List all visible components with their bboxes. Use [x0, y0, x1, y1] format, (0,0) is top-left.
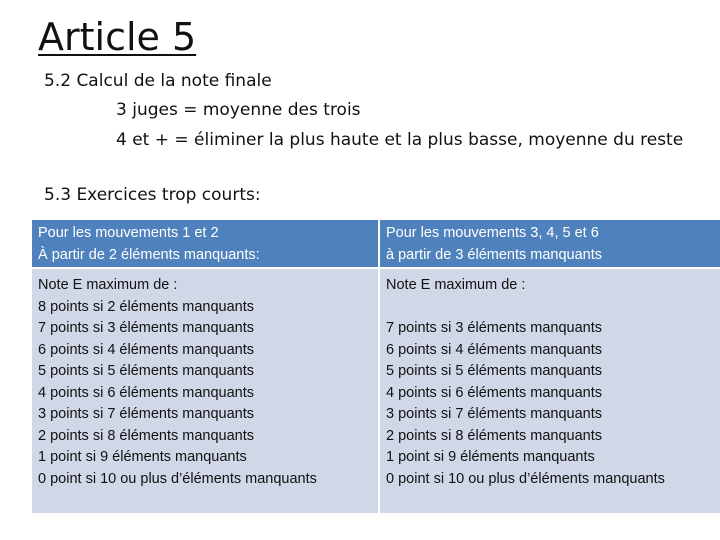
list-item: 1 point si 9 éléments manquants	[386, 449, 595, 465]
list-item: 3 points si 7 éléments manquants	[38, 406, 255, 422]
list-item	[386, 297, 718, 319]
list-item: 6 points si 4 éléments manquants	[38, 341, 255, 358]
section-heading-5-2: 5.2 Calcul de la note finale	[44, 71, 272, 91]
table-body-row	[32, 268, 720, 513]
header-cell-movements-1-2	[32, 220, 379, 268]
list-item: Note E maximum de :	[38, 277, 178, 293]
body-cell-movements-3-6	[379, 268, 720, 513]
list-item: 6 points si 4 éléments manquants	[386, 341, 603, 358]
header-line: À partir de 2 éléments manquants:	[38, 246, 260, 263]
body-cell-movements-1-2	[32, 268, 379, 513]
list-item: 2 points si 8 éléments manquants	[386, 427, 603, 444]
list-item: 4 points si 6 éléments manquants	[38, 384, 255, 401]
list-item: 5 points si 5 éléments manquants	[38, 363, 255, 379]
header-line: Pour les mouvements 1 et 2	[38, 225, 219, 241]
list-item: 3 points si 7 éléments manquants	[386, 406, 603, 422]
list-item: 2 points si 8 éléments manquants	[38, 427, 255, 444]
section-heading-5-3: 5.3 Exercices trop courts:	[44, 185, 261, 205]
rule-four-plus-judges: 4 et + = éliminer la plus haute et la plus basse, moyenne du reste	[116, 130, 684, 150]
list-item: 7 points si 3 éléments manquants	[38, 320, 255, 336]
short-exercises-table	[32, 220, 720, 513]
list-item: 0 point si 10 ou plus d’éléments manquants	[38, 470, 317, 487]
list-item: 8 points si 2 éléments manquants	[38, 298, 255, 315]
list-item: 0 point si 10 ou plus d’éléments manquants	[386, 470, 665, 487]
list-item: 5 points si 5 éléments manquants	[386, 363, 603, 379]
table-header-row	[32, 220, 720, 268]
header-line: à partir de 3 éléments manquants	[386, 246, 603, 263]
header-line: Pour les mouvements 3, 4, 5 et 6	[386, 225, 599, 241]
header-cell-movements-3-6	[379, 220, 720, 268]
list-item: Note E maximum de :	[386, 277, 526, 293]
page-title: Article 5	[38, 15, 197, 59]
rule-three-judges: 3 juges = moyenne des trois	[116, 100, 361, 120]
list-item: 7 points si 3 éléments manquants	[386, 320, 603, 336]
list-item: 4 points si 6 éléments manquants	[386, 384, 603, 401]
list-item: 1 point si 9 éléments manquants	[38, 449, 247, 465]
